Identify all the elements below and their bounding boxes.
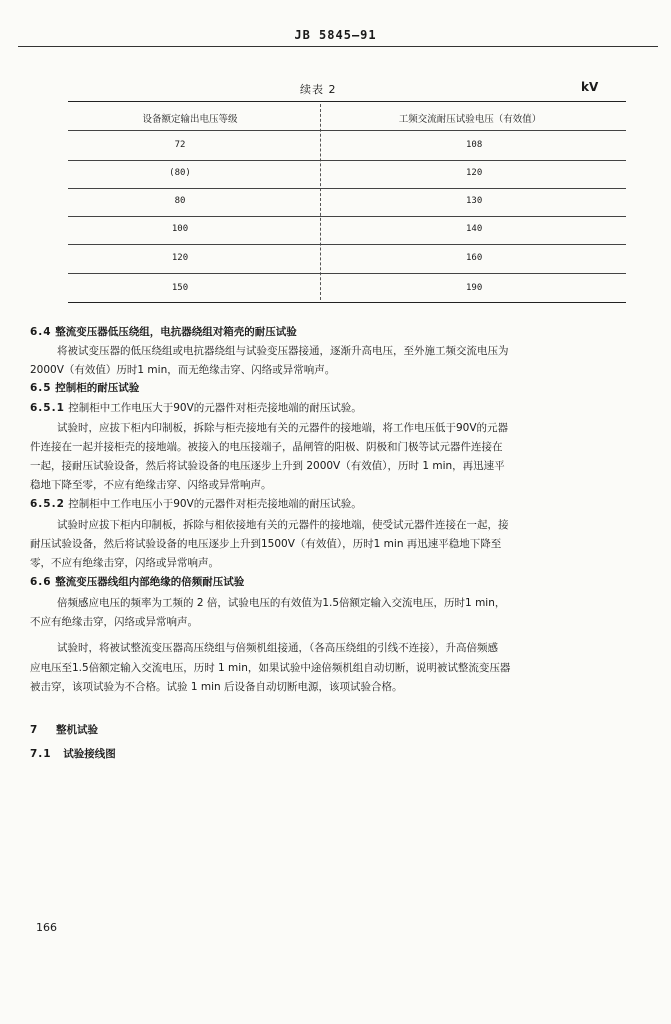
section-6-4-heading — [30, 324, 297, 339]
table-top-rule — [68, 101, 626, 102]
paragraph-line: 被击穿，该项试验为不合格。试验 1 min 后设备自动切断电源，该项试验合格。 — [30, 681, 403, 693]
section-title: 试验接线图 — [63, 748, 116, 760]
table-cell: 120 — [466, 168, 483, 178]
paragraph-line: 将被试变压器的低压绕组或电抗器绕组与试验变压器接通，逐渐升高电压，至外施工频交流电压为 — [57, 345, 509, 357]
section-title: 整流变压器线组内部绝缘的倍频耐压试验 — [55, 576, 245, 588]
table-header-voltage-class: 设备额定输出电压等级 — [142, 114, 238, 125]
paragraph-line: 2000V（有效值）历时1 min，而无绝缘击穿、闪络或异常响声。 — [30, 364, 336, 376]
paragraph-line: 试验时，将被试整流变压器高压绕组与倍频机组接通，（各高压绕组的引线不连接），升高倍频感 — [57, 642, 498, 654]
paragraph-line: 倍频感应电压的频率为工频的 2 倍，试验电压的有效值为1.5倍额定输入交流电压，历时1 min， — [57, 597, 506, 609]
table-row-divider — [68, 160, 626, 161]
section-6-5-2-heading — [30, 496, 362, 511]
section-number: 6.4 — [30, 326, 52, 338]
table-cell: 160 — [466, 253, 483, 263]
table-cell: 72 — [174, 140, 186, 150]
table-cell: 130 — [466, 196, 483, 206]
table-header-divider — [68, 130, 626, 131]
header-rule — [18, 46, 658, 47]
table-row-divider — [68, 273, 626, 274]
section-6-5-1-heading — [30, 400, 362, 415]
section-number: 6.5.2 — [30, 498, 65, 510]
page-number: 166 — [36, 921, 57, 934]
paragraph-line: 试验时，应拔下柜内印制板，拆除与柜壳接地有关的元器件的接地端，将工作电压低于90V的元器 — [57, 422, 509, 434]
section-title: 整机试验 — [55, 724, 98, 736]
table-cell: 100 — [171, 224, 189, 234]
table-bottom-rule — [68, 302, 626, 303]
paragraph-line: 耐压试验设备，然后将试验设备的电压逐步上升到1500V（有效值），历时1 min 再迅速平稳地下降至 — [30, 538, 502, 550]
section-title: 整流变压器低压绕组，电抗器绕组对箱壳的耐压试验 — [55, 326, 297, 338]
table-row-divider — [68, 188, 626, 189]
table-row-divider — [68, 244, 626, 245]
paragraph-line: 件连接在一起并接柜壳的接地端。被接入的电压接端子，晶闸管的阳极、阴极和门极等试元器件连接在 — [30, 441, 503, 453]
section-title: 控制柜中工作电压小于90V的元器件对柜壳接地端的耐压试验。 — [68, 498, 362, 510]
table-cell: 150 — [171, 283, 189, 293]
table-cell: 120 — [171, 253, 189, 263]
table-header-test-voltage: 工频交流耐压试验电压（有效值） — [398, 114, 542, 125]
paragraph-line: 不应有绝缘击穿，闪络或异常响声。 — [30, 616, 198, 628]
paragraph-line: 应电压至1.5倍额定输入交流电压，历时 1 min，如果试验中途倍频机组自动切断，说明被试整流变压器 — [30, 662, 511, 674]
table-cell: 190 — [466, 283, 483, 293]
paragraph-line: 稳地下降至零，不应有绝缘击穿、闪络或异常响声。 — [30, 479, 272, 491]
table-caption: 续表 2 — [300, 83, 337, 96]
paragraph-line: 一起，接耐压试验设备，然后将试验设备的电压逐步上升到 2000V（有效值），历时 1 min，再迅速平 — [30, 460, 505, 472]
table-cell: (80) — [169, 168, 191, 178]
section-6-5-heading — [30, 380, 139, 395]
table-unit: kV — [581, 80, 599, 94]
table-row-divider — [68, 216, 626, 217]
paragraph-line: 试验时应拔下柜内印制板，拆除与相依接地有关的元器件的接地端，使受试元器件连接在一起，接 — [57, 519, 509, 531]
table-cell: 108 — [466, 140, 483, 150]
table-cell: 80 — [174, 196, 186, 206]
section-number: 6.5.1 — [30, 402, 65, 414]
section-title: 控制柜中工作电压大于90V的元器件对柜壳接地端的耐压试验。 — [68, 402, 362, 414]
section-number: 7 — [30, 724, 39, 736]
table-column-divider — [320, 104, 321, 300]
section-7-1-heading — [30, 746, 116, 761]
section-title: 控制柜的耐压试验 — [55, 382, 140, 394]
section-number: 7.1 — [30, 748, 52, 760]
section-number: 6.6 — [30, 576, 52, 588]
table-cell: 140 — [466, 224, 483, 234]
section-number: 6.5 — [30, 382, 52, 394]
paragraph-line: 零，不应有绝缘击穿，闪络或异常响声。 — [30, 557, 219, 569]
section-6-6-heading — [30, 574, 244, 589]
standard-code: JB 5845—91 — [294, 28, 377, 42]
section-7-heading — [30, 722, 98, 737]
